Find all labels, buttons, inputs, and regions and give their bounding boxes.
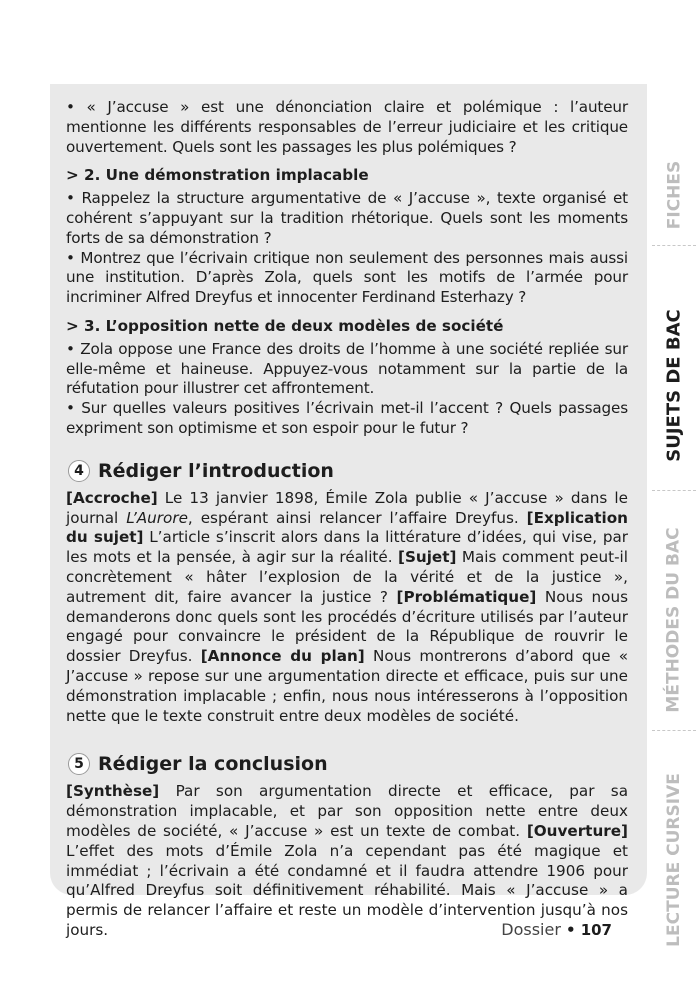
bullet-question: • Sur quelles valeurs positives l’écrivain met-il l’accent ? Quels passages expriment son optimisme et son espoir pour le futur ?: [66, 399, 628, 437]
tab-fiches[interactable]: [648, 120, 700, 270]
bullet-question: • Zola oppose une France des droits de l’homme à une société repliée sur elle-même et haineuse. Appuyez-vous notamment sur la partie de la réfutation pour illustrer cet affrontement.: [66, 339, 628, 398]
page-content: [66, 98, 628, 941]
bullet-question: • Rappelez la structure argumentative de « J’accuse », texte organisé et cohérent s’appuyant sur la tradition rhétorique. Quels sont les moments forts de sa démonstration ?: [66, 189, 628, 247]
subheading-part-3: > 3. L’opposition nette de deux modèles de société: [66, 316, 504, 335]
section-number-badge: 4: [68, 460, 90, 482]
section-5-heading: [66, 752, 628, 776]
footer-bullet: •: [566, 921, 576, 939]
text-run: Nous nous demanderons donc quels sont les procédés d’écriture utilisés par l’auteur engagé pour convaincre le président de la République de rouvrir le dossier Dreyfus.: [66, 587, 628, 666]
tag-sujet: [Sujet]: [398, 548, 457, 567]
text-run: L’article s’inscrit alors dans la littérature d’idées, qui vise, par les mots et la pensée, à agir sur la réalité.: [66, 528, 629, 567]
tab-methodes-du-bac[interactable]: [648, 520, 700, 720]
introduction-paragraph: [66, 489, 628, 727]
page-number: 107: [580, 921, 612, 939]
journal-title: L’Aurore: [126, 508, 188, 527]
bullet-question: • « J’accuse » est une dénonciation claire et polémique : l’auteur mentionne les différents responsables de l’erreur judiciaire et les critique ouvertement. Quels sont les passages les plus polémiques ?: [66, 98, 628, 156]
tab-label: MÉTHODES DU BAC: [664, 527, 684, 713]
footer-label: Dossier: [501, 920, 561, 939]
tab-divider: [652, 730, 696, 732]
side-tabs: [648, 0, 700, 981]
text-run: Nous montrerons d’abord que « J’accuse » repose sur une argumentation directe et efficace, puis sur une démonstration implacable ; enfin, nous nous intéresserons à l’opposition nette que le texte construit entre deux modèles de société.: [66, 647, 629, 725]
text-run: Par son argumentation directe et efficace, par sa démonstration implacable, et par son opposition nette entre deux modèles de société, « J’accuse » est un texte de combat.: [66, 782, 628, 840]
text-run: Mais comment peut-il concrètement « hâter l’explosion de la vérité et de la justice », autrement dit, faire avancer la justice ?: [66, 548, 628, 606]
conclusion-paragraph: [66, 782, 628, 940]
page-footer: [501, 920, 612, 939]
tab-divider: [652, 245, 696, 247]
text-run: Le 13 janvier 1898, Émile Zola publie « J’accuse » dans le journal: [66, 488, 628, 527]
tag-explication: [Explication du sujet]: [66, 508, 628, 547]
text-run: , espérant ainsi relancer l’affaire Dreyfus.: [187, 508, 527, 527]
section-title: Rédiger l’introduction: [98, 459, 334, 482]
tag-annonce: [Annonce du plan]: [200, 647, 365, 666]
tag-synthese: [Synthèse]: [66, 782, 160, 801]
section-number-badge: 5: [68, 753, 90, 775]
text-run: L’effet des mots d’Émile Zola n’a cependant pas été magique et immédiat ; l’écrivain a été condamné et il faudra attendre 1906 pour qu’Alfred Dreyfus soit définitivement réhabilité. Mais « J’accuse » a permis de relancer l’affaire et reste un modèle d’intervention jusqu’à nos jours.: [66, 841, 628, 939]
tag-ouverture: [Ouverture]: [526, 821, 628, 840]
tab-lecture-cursive[interactable]: [648, 760, 700, 960]
tag-accroche: [Accroche]: [66, 488, 158, 507]
bullet-question: • Montrez que l’écrivain critique non seulement des personnes mais aussi une institution. D’après Zola, quels sont les motifs de l’armée pour incriminer Alfred Dreyfus et innocenter Ferdinand Esterhazy ?: [66, 248, 628, 307]
tab-divider: [652, 490, 696, 492]
tab-label: LECTURE CURSIVE: [664, 773, 684, 947]
tag-problematique: [Problématique]: [396, 587, 537, 606]
section-4-heading: [66, 459, 628, 483]
tab-label: SUJETS DE BAC: [663, 308, 685, 462]
section-title: Rédiger la conclusion: [98, 753, 328, 776]
tab-label: FICHES: [664, 160, 684, 230]
subheading-part-2: > 2. Une démonstration implacable: [66, 166, 369, 185]
tab-sujets-de-bac[interactable]: [648, 290, 700, 480]
